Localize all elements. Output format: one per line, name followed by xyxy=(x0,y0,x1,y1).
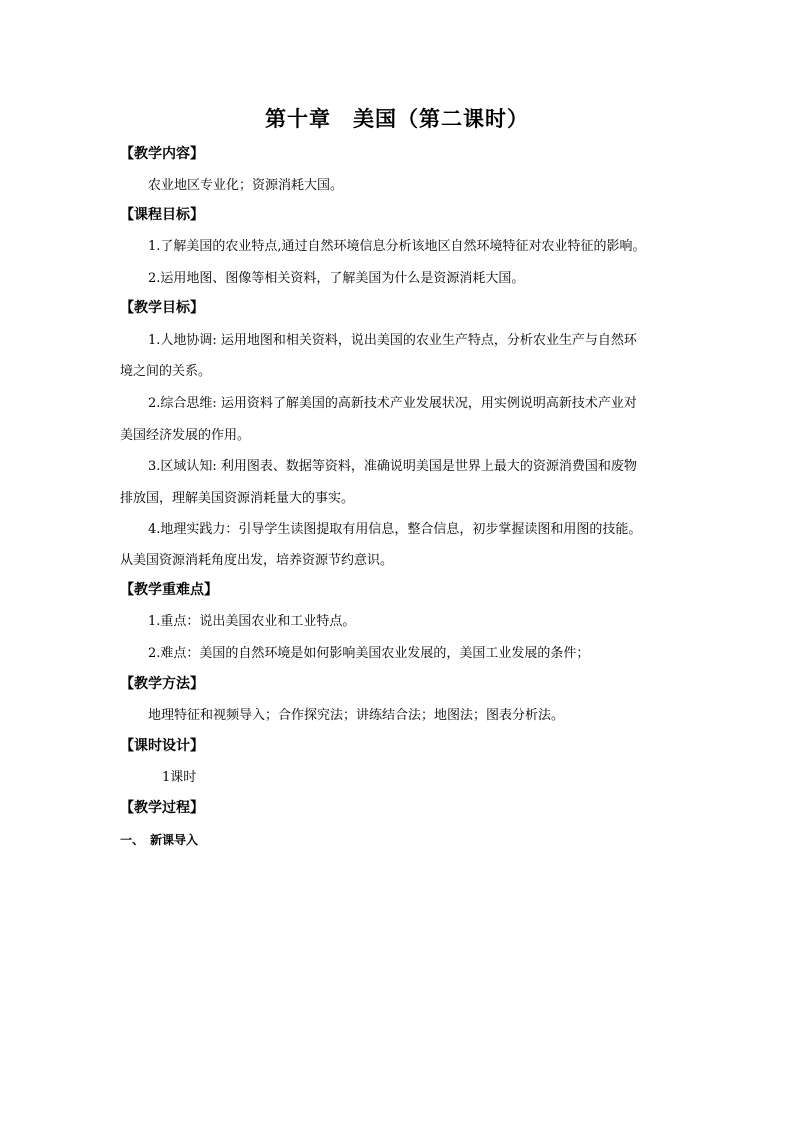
section-heading-content: 【教学内容】 xyxy=(120,146,204,162)
process-step-1: 一、 新课导入 xyxy=(120,833,199,847)
design-line-1: 1课时 xyxy=(162,770,197,785)
course-goal-line-2: 2.运用地图、图像等相关资料，了解美国为什么是资源消耗大国。 xyxy=(148,271,525,286)
section-heading-teaching-goals: 【教学目标】 xyxy=(120,300,204,316)
section-heading-design: 【课时设计】 xyxy=(120,738,204,754)
teaching-goal-line-2: 境之间的关系。 xyxy=(120,364,212,379)
teaching-goal-line-5: 3.区域认知: 利用图表、数据等资料，准确说明美国是世界上最大的资源消费国和废物 xyxy=(148,459,637,474)
teaching-goal-line-3: 2.综合思维: 运用资料了解美国的高新技术产业发展状况，用实例说明高新技术产业对 xyxy=(148,396,637,411)
teaching-goal-line-8: 从美国资源消耗角度出发，培养资源节约意识。 xyxy=(120,553,394,568)
key-point-line-1: 1.重点：说出美国农业和工业特点。 xyxy=(148,614,356,629)
section-heading-course-goals: 【课程目标】 xyxy=(120,207,204,223)
course-goal-line-1: 1.了解美国的农业特点,通过自然环境信息分析该地区自然环境特征对农业特征的影响。 xyxy=(148,239,646,254)
section-heading-key-points: 【教学重难点】 xyxy=(120,582,218,598)
teaching-goal-line-1: 1.人地协调: 运用地图和相关资料，说出美国的农业生产特点，分析农业生产与自然环 xyxy=(148,333,637,348)
section-heading-methods: 【教学方法】 xyxy=(120,676,204,692)
page-title: 第十章 美国（第二课时） xyxy=(265,106,529,131)
content-line-1: 农业地区专业化；资源消耗大国。 xyxy=(148,178,344,193)
key-point-line-2: 2.难点：美国的自然环境是如何影响美国农业发展的，美国工业发展的条件； xyxy=(148,646,590,661)
method-line-1: 地理特征和视频导入；合作探究法；讲练结合法；地图法；图表分析法。 xyxy=(148,708,565,723)
teaching-goal-line-6: 排放国，理解美国资源消耗量大的事实。 xyxy=(120,491,355,506)
teaching-goal-line-4: 美国经济发展的作用。 xyxy=(120,428,251,443)
section-heading-process: 【教学过程】 xyxy=(120,800,204,816)
teaching-goal-line-7: 4.地理实践力：引导学生读图提取有用信息，整合信息，初步掌握读图和用图的技能。 xyxy=(148,522,642,537)
